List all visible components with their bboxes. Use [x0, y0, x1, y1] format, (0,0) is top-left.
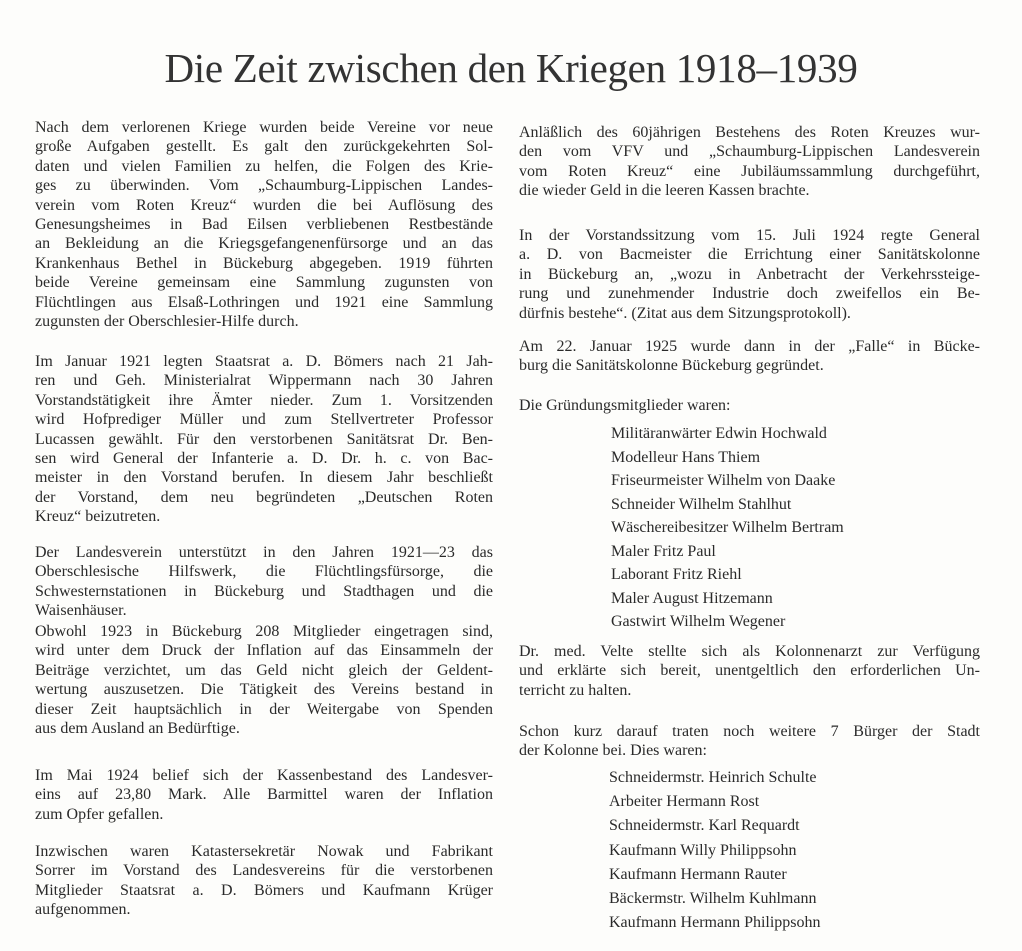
text-line: rung und zunehmender Industrie doch zweifellos ein Be-	[519, 285, 980, 303]
paragraph	[35, 766, 493, 824]
text-line: Die Gründungsmitglieder waren:	[519, 397, 731, 414]
text-line: wird unter dem Druck der Inflation auf das Einsammeln der	[35, 642, 493, 660]
list-item: Militäranwärter Edwin Hochwald	[611, 425, 827, 442]
text-line: Oberschlesische Hilfswerk, die Flüchtlingsfürsorge, die	[35, 563, 493, 581]
paragraph	[35, 352, 493, 527]
list-item: Maler Fritz Paul	[611, 542, 716, 560]
text-line: In der Vorstandssitzung vom 15. Juli 1924 regte General	[519, 227, 980, 244]
text-line: den vom VFV und „Schaumburg-Lippischen Landesverein	[519, 143, 980, 161]
text-line: Im Mai 1924 belief sich der Kassenbestand des Landesver-	[35, 767, 493, 784]
text-line: Inzwischen waren Katastersekretär Nowak und Fabrikant	[35, 843, 493, 860]
text-line: daten und vielen Familien zu helfen, die Folgen des Krie-	[35, 157, 493, 175]
text-line: sen wird General der Infanterie a. D. Dr. h. c. von Bac-	[35, 450, 493, 468]
text-line: Im Januar 1921 legten Staatsrat a. D. Bömers nach 21 Jah-	[35, 353, 493, 370]
text-line: und erklärte sich bereit, unentgeltlich den erforderlichen Un-	[519, 662, 980, 680]
list-item: Schneidermstr. Karl Requardt	[609, 817, 800, 835]
text-line: Obwohl 1923 in Bückeburg 208 Mitglieder eingetragen sind,	[35, 623, 493, 640]
list-item: Bäckermstr. Wilhelm Kuhlmann	[609, 890, 817, 908]
text-line: wird Hofprediger Müller und zum Stellvertreter Professor	[35, 411, 493, 429]
text-line: Dr. med. Velte stellte sich als Kolonnenarzt zur Verfügung	[519, 643, 980, 660]
text-line: Flüchtlingen aus Elsaß-Lothringen und 1921 eine Sammlung	[35, 293, 493, 311]
text-line: aufgenommen.	[35, 901, 131, 919]
text-line: Lucassen gewählt. Für den verstorbenen Sanitätsrat Dr. Ben-	[35, 430, 493, 448]
text-line: aus dem Ausland an Bedürftige.	[35, 720, 240, 738]
list-item: Kaufmann Hermann Rauter	[609, 865, 787, 883]
list-item: Kaufmann Hermann Philippsohn	[609, 914, 821, 932]
text-line: ren und Geh. Ministerialrat Wippermann nach 30 Jahren	[35, 372, 493, 390]
text-line: Anläßlich des 60jährigen Bestehens des Roten Kreuzes wur-	[519, 124, 980, 141]
text-line: beide Vereine gemeinsam eine Sammlung zugunsten von	[35, 274, 493, 292]
text-line: Nach dem verlorenen Kriege wurden beide Vereine vor neue	[35, 119, 493, 136]
paragraph	[519, 123, 980, 201]
paragraph	[35, 842, 493, 920]
text-line: der Kolonne bei. Dies waren:	[519, 742, 707, 760]
text-line: an Bekleidung an die Kriegsgefangenenfürsorge und an das	[35, 235, 493, 253]
text-line: ges zu überwinden. Vom „Schaumburg-Lippischen Landes-	[35, 177, 493, 195]
text-line: die wieder Geld in die leeren Kassen brachte.	[519, 182, 810, 200]
list-item: Wäschereibesitzer Wilhelm Bertram	[611, 519, 844, 536]
text-line: wertung auszusetzen. Die Tätigkeit des Vereins bestand in	[35, 681, 493, 699]
paragraph	[519, 396, 980, 415]
list-item: Kaufmann Willy Philippsohn	[609, 841, 797, 859]
text-line: Genesungsheimes in Bad Eilsen verbliebenen Restbestände	[35, 216, 493, 234]
text-line: Am 22. Januar 1925 wurde dann in der „Falle“ in Bücke-	[519, 338, 980, 355]
text-line: Der Landesverein unterstützt in den Jahren 1921—23 das	[35, 544, 493, 561]
text-line: der Vorstand, dem neu begründeten „Deutschen Roten	[35, 488, 493, 506]
text-line: dürfnis bestehe“. (Zitat aus dem Sitzungsprotokoll).	[519, 304, 851, 322]
list-item: Arbeiter Hermann Rost	[609, 793, 760, 811]
text-line: meister in den Vorstand berufen. In diesem Jahr beschließt	[35, 469, 493, 487]
paragraph	[519, 722, 980, 761]
text-line: zugunsten der Oberschlesier-Hilfe durch.	[35, 313, 299, 331]
text-line: dieser Zeit hauptsächlich in der Weitergabe von Spenden	[35, 700, 493, 718]
paragraph	[35, 543, 493, 621]
text-line: vom Roten Kreuz“ eine Jubiläumssammlung durchgeführt,	[519, 162, 980, 180]
text-line: Kreuz“ beizutreten.	[35, 508, 161, 526]
text-line: burg die Sanitätskolonne Bückeburg gegründet.	[519, 357, 824, 375]
text-line: Mitglieder Staatsrat a. D. Bömers und Kaufmann Krüger	[35, 881, 493, 899]
text-line: Waisenhäuser.	[35, 602, 127, 620]
list-item: Modelleur Hans Thiem	[611, 448, 761, 466]
text-line: in Bückeburg an, „wozu in Anbetracht der Verkehrssteige-	[519, 265, 980, 283]
text-line: große Aufgaben gestellt. Es galt den zurückgekehrten Sol-	[35, 138, 493, 156]
text-line: zum Opfer gefallen.	[35, 805, 164, 823]
page-title: Die Zeit zwischen den Kriegen 1918–1939	[164, 45, 858, 91]
list-item: Schneidermstr. Heinrich Schulte	[609, 769, 817, 786]
paragraph	[519, 226, 980, 323]
list-item: Gastwirt Wilhelm Wegener	[611, 613, 786, 630]
paragraph	[519, 337, 980, 376]
text-line: Sorrer im Vorstand des Landesvereins für die verstorbenen	[35, 862, 493, 880]
list-item: Friseurmeister Wilhelm von Daake	[611, 472, 836, 489]
list-item: Laborant Fritz Riehl	[611, 566, 742, 583]
text-line: Schon kurz darauf traten noch weitere 7 Bürger der Stadt	[519, 723, 980, 740]
list-item: Schneider Wilhelm Stahlhut	[611, 495, 792, 513]
text-line: verein vom Roten Kreuz“ wurden die bei Auflösung des	[35, 196, 493, 214]
text-line: Schwesternstationen in Bückeburg und Stadthagen und die	[35, 582, 493, 600]
text-line: terricht zu halten.	[519, 681, 632, 699]
list-item: Maler August Hitzemann	[611, 589, 773, 607]
paragraph	[519, 642, 980, 700]
paragraph	[35, 622, 493, 738]
text-line: Krankenhaus Bethel in Bückeburg abgegeben. 1919 führten	[35, 254, 493, 272]
additional-members-list	[609, 766, 821, 935]
text-line: eins auf 23,80 Mark. Alle Barmittel waren der Inflation	[35, 786, 493, 804]
paragraph	[35, 118, 493, 331]
text-line: a. D. von Bacmeister die Errichtung einer Sanitätskolonne	[519, 246, 980, 264]
text-line: Beiträge verzichtet, um das Geld nicht gleich der Geldent-	[35, 661, 493, 679]
text-line: Vorstandstätigkeit ihre Ämter nieder. Zum 1. Vorsitzenden	[35, 391, 493, 409]
founders-list	[611, 422, 844, 634]
